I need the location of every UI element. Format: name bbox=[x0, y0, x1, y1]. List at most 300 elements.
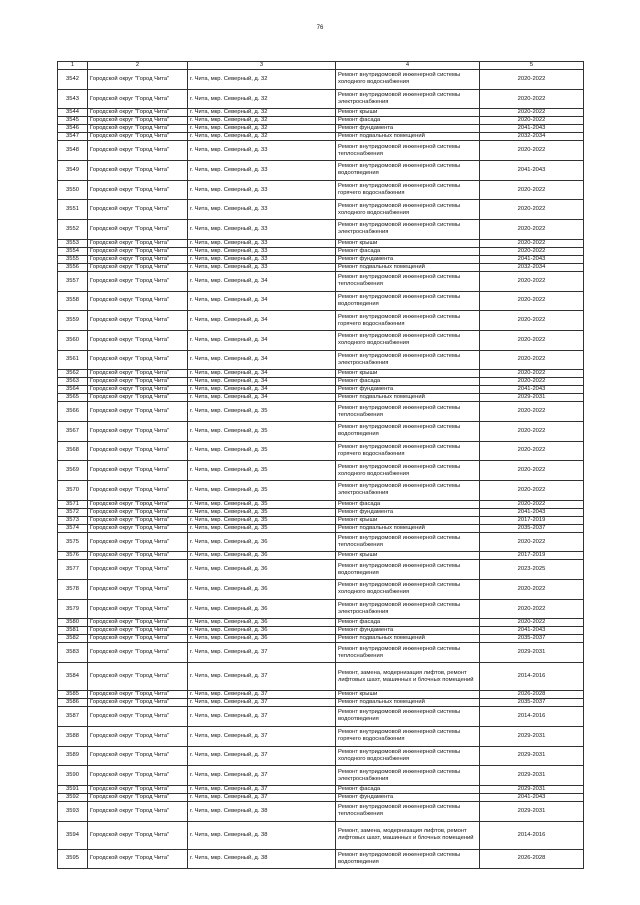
cell-work-type: Ремонт внутридомовой инженерной системы теплоснабжения bbox=[336, 141, 480, 161]
table-row bbox=[58, 532, 584, 552]
cell-work-type: Ремонт подвальных помещений bbox=[336, 394, 480, 402]
cell-address: г. Чита, мкр. Северный, д. 37 bbox=[188, 766, 336, 786]
cell-number: 3554 bbox=[58, 247, 88, 255]
table-row bbox=[58, 70, 584, 90]
table-row bbox=[58, 699, 584, 707]
table-row bbox=[58, 200, 584, 220]
table-row bbox=[58, 508, 584, 516]
cell-municipality: Городской округ "Город Чита" bbox=[88, 500, 188, 508]
cell-work-type: Ремонт фасада bbox=[336, 378, 480, 386]
table-row bbox=[58, 785, 584, 793]
cell-period: 2020-2022 bbox=[480, 247, 584, 255]
cell-address: г. Чита, мкр. Северный, д. 37 bbox=[188, 643, 336, 663]
cell-work-type: Ремонт внутридомовой инженерной системы теплоснабжения bbox=[336, 532, 480, 552]
cell-number: 3547 bbox=[58, 133, 88, 141]
table-row bbox=[58, 141, 584, 161]
table-row bbox=[58, 271, 584, 291]
table-row bbox=[58, 619, 584, 627]
cell-municipality: Городской округ "Город Чита" bbox=[88, 421, 188, 441]
cell-period: 2035-2037 bbox=[480, 524, 584, 532]
cell-number: 3564 bbox=[58, 386, 88, 394]
cell-municipality: Городской округ "Город Чита" bbox=[88, 643, 188, 663]
cell-period: 2017-2019 bbox=[480, 552, 584, 560]
cell-period: 2032-2034 bbox=[480, 263, 584, 271]
cell-number: 3557 bbox=[58, 271, 88, 291]
cell-address: г. Чита, мкр. Северный, д. 34 bbox=[188, 370, 336, 378]
table-row bbox=[58, 663, 584, 691]
cell-municipality: Городской округ "Город Чита" bbox=[88, 635, 188, 643]
cell-municipality: Городской округ "Город Чита" bbox=[88, 402, 188, 422]
cell-number: 3589 bbox=[58, 746, 88, 766]
cell-period: 2035-2037 bbox=[480, 699, 584, 707]
cell-municipality: Городской округ "Город Чита" bbox=[88, 599, 188, 619]
cell-work-type: Ремонт крыши bbox=[336, 552, 480, 560]
cell-period: 2014-2016 bbox=[480, 663, 584, 691]
cell-municipality: Городской округ "Город Чита" bbox=[88, 508, 188, 516]
header-cell-2: 2 bbox=[88, 62, 188, 70]
cell-period: 2020-2022 bbox=[480, 599, 584, 619]
cell-number: 3552 bbox=[58, 220, 88, 240]
cell-municipality: Городской округ "Город Чита" bbox=[88, 481, 188, 501]
table-row bbox=[58, 801, 584, 821]
cell-municipality: Городской округ "Город Чита" bbox=[88, 707, 188, 727]
cell-address: г. Чита, мкр. Северный, д. 38 bbox=[188, 801, 336, 821]
cell-address: г. Чита, мкр. Северный, д. 36 bbox=[188, 627, 336, 635]
cell-address: г. Чита, мкр. Северный, д. 35 bbox=[188, 421, 336, 441]
cell-period: 2020-2022 bbox=[480, 402, 584, 422]
table-row bbox=[58, 370, 584, 378]
cell-number: 3551 bbox=[58, 200, 88, 220]
cell-period: 2020-2022 bbox=[480, 370, 584, 378]
table-row bbox=[58, 89, 584, 109]
cell-work-type: Ремонт внутридомовой инженерной системы горячего водоснабжения bbox=[336, 441, 480, 461]
cell-period: 2020-2022 bbox=[480, 291, 584, 311]
cell-address: г. Чита, мкр. Северный, д. 32 bbox=[188, 133, 336, 141]
table-row bbox=[58, 394, 584, 402]
cell-number: 3591 bbox=[58, 785, 88, 793]
table-row bbox=[58, 247, 584, 255]
cell-number: 3577 bbox=[58, 560, 88, 580]
cell-address: г. Чита, мкр. Северный, д. 35 bbox=[188, 441, 336, 461]
cell-municipality: Городской округ "Город Чита" bbox=[88, 849, 188, 869]
cell-municipality: Городской округ "Город Чита" bbox=[88, 200, 188, 220]
header-cell-5: 5 bbox=[480, 62, 584, 70]
cell-period: 2029-2031 bbox=[480, 394, 584, 402]
cell-period: 2029-2031 bbox=[480, 643, 584, 663]
cell-address: г. Чита, мкр. Северный, д. 33 bbox=[188, 200, 336, 220]
cell-period: 2020-2022 bbox=[480, 200, 584, 220]
header-cell-1: 1 bbox=[58, 62, 88, 70]
cell-work-type: Ремонт внутридомовой инженерной системы горячего водоснабжения bbox=[336, 726, 480, 746]
table-row bbox=[58, 239, 584, 247]
cell-address: г. Чита, мкр. Северный, д. 32 bbox=[188, 125, 336, 133]
cell-number: 3559 bbox=[58, 311, 88, 331]
cell-address: г. Чита, мкр. Северный, д. 37 bbox=[188, 663, 336, 691]
cell-period: 2041-2043 bbox=[480, 627, 584, 635]
cell-period: 2020-2022 bbox=[480, 619, 584, 627]
cell-work-type: Ремонт фундамента bbox=[336, 386, 480, 394]
cell-municipality: Городской округ "Город Чита" bbox=[88, 133, 188, 141]
cell-municipality: Городской округ "Город Чита" bbox=[88, 386, 188, 394]
table-row bbox=[58, 311, 584, 331]
cell-period: 2020-2022 bbox=[480, 117, 584, 125]
table-row bbox=[58, 330, 584, 350]
cell-work-type: Ремонт крыши bbox=[336, 109, 480, 117]
cell-address: г. Чита, мкр. Северный, д. 33 bbox=[188, 247, 336, 255]
table-row bbox=[58, 378, 584, 386]
table-row bbox=[58, 263, 584, 271]
cell-number: 3555 bbox=[58, 255, 88, 263]
table-row bbox=[58, 461, 584, 481]
cell-municipality: Городской округ "Город Чита" bbox=[88, 691, 188, 699]
cell-number: 3558 bbox=[58, 291, 88, 311]
cell-period: 2026-2028 bbox=[480, 849, 584, 869]
cell-number: 3569 bbox=[58, 461, 88, 481]
cell-municipality: Городской округ "Город Чита" bbox=[88, 378, 188, 386]
cell-period: 2020-2022 bbox=[480, 330, 584, 350]
cell-address: г. Чита, мкр. Северный, д. 35 bbox=[188, 508, 336, 516]
cell-address: г. Чита, мкр. Северный, д. 37 bbox=[188, 699, 336, 707]
cell-number: 3565 bbox=[58, 394, 88, 402]
cell-municipality: Городской округ "Город Чита" bbox=[88, 89, 188, 109]
cell-number: 3560 bbox=[58, 330, 88, 350]
table-row bbox=[58, 481, 584, 501]
table-row bbox=[58, 255, 584, 263]
cell-period: 2020-2022 bbox=[480, 109, 584, 117]
table-row bbox=[58, 402, 584, 422]
cell-number: 3587 bbox=[58, 707, 88, 727]
cell-work-type: Ремонт фасада bbox=[336, 785, 480, 793]
cell-period: 2020-2022 bbox=[480, 311, 584, 331]
cell-work-type: Ремонт подвальных помещений bbox=[336, 635, 480, 643]
cell-period: 2020-2022 bbox=[480, 532, 584, 552]
table-body bbox=[58, 70, 584, 869]
cell-number: 3586 bbox=[58, 699, 88, 707]
table-row bbox=[58, 291, 584, 311]
cell-number: 3566 bbox=[58, 402, 88, 422]
cell-number: 3543 bbox=[58, 89, 88, 109]
table-row bbox=[58, 421, 584, 441]
cell-number: 3571 bbox=[58, 500, 88, 508]
cell-address: г. Чита, мкр. Северный, д. 37 bbox=[188, 707, 336, 727]
cell-number: 3588 bbox=[58, 726, 88, 746]
cell-address: г. Чита, мкр. Северный, д. 35 bbox=[188, 500, 336, 508]
cell-address: г. Чита, мкр. Северный, д. 34 bbox=[188, 350, 336, 370]
cell-period: 2041-2043 bbox=[480, 508, 584, 516]
cell-period: 2020-2022 bbox=[480, 500, 584, 508]
cell-work-type: Ремонт внутридомовой инженерной системы водоотведения bbox=[336, 161, 480, 181]
cell-period: 2041-2043 bbox=[480, 793, 584, 801]
cell-work-type: Ремонт внутридомовой инженерной системы электроснабжения bbox=[336, 599, 480, 619]
header-cell-3: 3 bbox=[188, 62, 336, 70]
cell-number: 3568 bbox=[58, 441, 88, 461]
cell-municipality: Городской округ "Город Чита" bbox=[88, 271, 188, 291]
table-row bbox=[58, 516, 584, 524]
cell-address: г. Чита, мкр. Северный, д. 36 bbox=[188, 635, 336, 643]
cell-municipality: Городской округ "Город Чита" bbox=[88, 263, 188, 271]
cell-address: г. Чита, мкр. Северный, д. 36 bbox=[188, 560, 336, 580]
cell-address: г. Чита, мкр. Северный, д. 38 bbox=[188, 821, 336, 849]
cell-number: 3583 bbox=[58, 643, 88, 663]
cell-period: 2020-2022 bbox=[480, 378, 584, 386]
cell-work-type: Ремонт фасада bbox=[336, 117, 480, 125]
cell-period: 2020-2022 bbox=[480, 141, 584, 161]
table-row bbox=[58, 599, 584, 619]
cell-address: г. Чита, мкр. Северный, д. 32 bbox=[188, 89, 336, 109]
cell-municipality: Городской округ "Город Чита" bbox=[88, 330, 188, 350]
cell-work-type: Ремонт фасада bbox=[336, 619, 480, 627]
cell-municipality: Городской округ "Город Чита" bbox=[88, 291, 188, 311]
cell-period: 2020-2022 bbox=[480, 180, 584, 200]
cell-municipality: Городской округ "Город Чита" bbox=[88, 801, 188, 821]
cell-number: 3592 bbox=[58, 793, 88, 801]
cell-address: г. Чита, мкр. Северный, д. 36 bbox=[188, 580, 336, 600]
cell-work-type: Ремонт внутридомовой инженерной системы водоотведения bbox=[336, 291, 480, 311]
cell-work-type: Ремонт подвальных помещений bbox=[336, 133, 480, 141]
cell-municipality: Городской округ "Город Чита" bbox=[88, 699, 188, 707]
cell-number: 3548 bbox=[58, 141, 88, 161]
cell-work-type: Ремонт крыши bbox=[336, 370, 480, 378]
table-row bbox=[58, 117, 584, 125]
cell-work-type: Ремонт внутридомовой инженерной системы холодного водоснабжения bbox=[336, 330, 480, 350]
cell-period: 2020-2022 bbox=[480, 580, 584, 600]
table-row bbox=[58, 161, 584, 181]
cell-municipality: Городской округ "Город Чита" bbox=[88, 247, 188, 255]
cell-work-type: Ремонт внутридомовой инженерной системы водоотведения bbox=[336, 707, 480, 727]
cell-work-type: Ремонт внутридомовой инженерной системы теплоснабжения bbox=[336, 402, 480, 422]
cell-work-type: Ремонт, замена, модернизация лифтов, ремонт лифтовых шахт, машинных и блочных помещений bbox=[336, 663, 480, 691]
cell-address: г. Чита, мкр. Северный, д. 35 bbox=[188, 516, 336, 524]
table-row bbox=[58, 350, 584, 370]
cell-municipality: Городской округ "Город Чита" bbox=[88, 394, 188, 402]
table-row bbox=[58, 793, 584, 801]
table-row bbox=[58, 560, 584, 580]
cell-number: 3594 bbox=[58, 821, 88, 849]
cell-period: 2035-2037 bbox=[480, 635, 584, 643]
cell-municipality: Городской округ "Город Чита" bbox=[88, 524, 188, 532]
cell-number: 3562 bbox=[58, 370, 88, 378]
cell-number: 3545 bbox=[58, 117, 88, 125]
cell-address: г. Чита, мкр. Северный, д. 37 bbox=[188, 726, 336, 746]
cell-municipality: Городской округ "Город Чита" bbox=[88, 532, 188, 552]
cell-municipality: Городской округ "Город Чита" bbox=[88, 220, 188, 240]
cell-municipality: Городской округ "Город Чита" bbox=[88, 161, 188, 181]
cell-municipality: Городской округ "Город Чита" bbox=[88, 109, 188, 117]
table-row bbox=[58, 386, 584, 394]
cell-municipality: Городской округ "Город Чита" bbox=[88, 117, 188, 125]
cell-number: 3556 bbox=[58, 263, 88, 271]
works-table bbox=[57, 61, 584, 869]
table-row bbox=[58, 133, 584, 141]
cell-municipality: Городской округ "Город Чита" bbox=[88, 141, 188, 161]
cell-address: г. Чита, мкр. Северный, д. 34 bbox=[188, 394, 336, 402]
cell-municipality: Городской округ "Город Чита" bbox=[88, 580, 188, 600]
cell-work-type: Ремонт фундамента bbox=[336, 627, 480, 635]
cell-work-type: Ремонт подвальных помещений bbox=[336, 263, 480, 271]
cell-work-type: Ремонт внутридомовой инженерной системы холодного водоснабжения bbox=[336, 746, 480, 766]
cell-address: г. Чита, мкр. Северный, д. 37 bbox=[188, 746, 336, 766]
cell-number: 3561 bbox=[58, 350, 88, 370]
cell-municipality: Городской округ "Город Чита" bbox=[88, 726, 188, 746]
table-row bbox=[58, 220, 584, 240]
cell-address: г. Чита, мкр. Северный, д. 35 bbox=[188, 402, 336, 422]
cell-municipality: Городской округ "Город Чита" bbox=[88, 552, 188, 560]
cell-work-type: Ремонт фундамента bbox=[336, 125, 480, 133]
cell-address: г. Чита, мкр. Северный, д. 37 bbox=[188, 785, 336, 793]
cell-number: 3578 bbox=[58, 580, 88, 600]
cell-municipality: Городской округ "Город Чита" bbox=[88, 627, 188, 635]
cell-work-type: Ремонт крыши bbox=[336, 691, 480, 699]
table-row bbox=[58, 707, 584, 727]
cell-address: г. Чита, мкр. Северный, д. 38 bbox=[188, 849, 336, 869]
cell-number: 3584 bbox=[58, 663, 88, 691]
cell-municipality: Городской округ "Город Чита" bbox=[88, 785, 188, 793]
cell-number: 3553 bbox=[58, 239, 88, 247]
table-row bbox=[58, 849, 584, 869]
cell-period: 2029-2031 bbox=[480, 801, 584, 821]
cell-work-type: Ремонт фундамента bbox=[336, 508, 480, 516]
cell-address: г. Чита, мкр. Северный, д. 35 bbox=[188, 461, 336, 481]
cell-work-type: Ремонт внутридомовой инженерной системы холодного водоснабжения bbox=[336, 461, 480, 481]
cell-number: 3593 bbox=[58, 801, 88, 821]
cell-municipality: Городской округ "Город Чита" bbox=[88, 663, 188, 691]
cell-work-type: Ремонт внутридомовой инженерной системы теплоснабжения bbox=[336, 801, 480, 821]
cell-period: 2029-2031 bbox=[480, 785, 584, 793]
cell-address: г. Чита, мкр. Северный, д. 34 bbox=[188, 271, 336, 291]
cell-number: 3590 bbox=[58, 766, 88, 786]
cell-period: 2020-2022 bbox=[480, 461, 584, 481]
cell-municipality: Городской округ "Город Чита" bbox=[88, 766, 188, 786]
cell-address: г. Чита, мкр. Северный, д. 36 bbox=[188, 619, 336, 627]
cell-address: г. Чита, мкр. Северный, д. 32 bbox=[188, 109, 336, 117]
cell-address: г. Чита, мкр. Северный, д. 33 bbox=[188, 220, 336, 240]
cell-period: 2023-2025 bbox=[480, 560, 584, 580]
table-row bbox=[58, 441, 584, 461]
cell-work-type: Ремонт внутридомовой инженерной системы горячего водоснабжения bbox=[336, 311, 480, 331]
cell-period: 2020-2022 bbox=[480, 350, 584, 370]
cell-municipality: Городской округ "Город Чита" bbox=[88, 746, 188, 766]
cell-period: 2041-2043 bbox=[480, 125, 584, 133]
cell-number: 3544 bbox=[58, 109, 88, 117]
cell-work-type: Ремонт подвальных помещений bbox=[336, 699, 480, 707]
cell-address: г. Чита, мкр. Северный, д. 34 bbox=[188, 330, 336, 350]
table-row bbox=[58, 821, 584, 849]
cell-address: г. Чита, мкр. Северный, д. 33 bbox=[188, 180, 336, 200]
cell-period: 2020-2022 bbox=[480, 220, 584, 240]
table-row bbox=[58, 180, 584, 200]
cell-municipality: Городской округ "Город Чита" bbox=[88, 516, 188, 524]
cell-municipality: Городской округ "Город Чита" bbox=[88, 180, 188, 200]
cell-period: 2020-2022 bbox=[480, 481, 584, 501]
cell-address: г. Чита, мкр. Северный, д. 33 bbox=[188, 263, 336, 271]
cell-address: г. Чита, мкр. Северный, д. 34 bbox=[188, 378, 336, 386]
cell-address: г. Чита, мкр. Северный, д. 33 bbox=[188, 161, 336, 181]
cell-number: 3574 bbox=[58, 524, 88, 532]
table-row bbox=[58, 500, 584, 508]
cell-number: 3595 bbox=[58, 849, 88, 869]
cell-work-type: Ремонт внутридомовой инженерной системы горячего водоснабжения bbox=[336, 180, 480, 200]
table-row bbox=[58, 746, 584, 766]
cell-work-type: Ремонт фундамента bbox=[336, 793, 480, 801]
cell-number: 3581 bbox=[58, 627, 88, 635]
cell-work-type: Ремонт внутридомовой инженерной системы электроснабжения bbox=[336, 481, 480, 501]
cell-number: 3576 bbox=[58, 552, 88, 560]
cell-number: 3570 bbox=[58, 481, 88, 501]
cell-work-type: Ремонт подвальных помещений bbox=[336, 524, 480, 532]
cell-period: 2020-2022 bbox=[480, 421, 584, 441]
cell-number: 3585 bbox=[58, 691, 88, 699]
cell-municipality: Городской округ "Город Чита" bbox=[88, 70, 188, 90]
cell-number: 3582 bbox=[58, 635, 88, 643]
table-row bbox=[58, 580, 584, 600]
cell-address: г. Чита, мкр. Северный, д. 33 bbox=[188, 239, 336, 247]
cell-address: г. Чита, мкр. Северный, д. 36 bbox=[188, 532, 336, 552]
cell-work-type: Ремонт фасада bbox=[336, 500, 480, 508]
cell-work-type: Ремонт фасада bbox=[336, 247, 480, 255]
cell-period: 2029-2031 bbox=[480, 726, 584, 746]
cell-number: 3549 bbox=[58, 161, 88, 181]
cell-period: 2020-2022 bbox=[480, 70, 584, 90]
cell-work-type: Ремонт внутридомовой инженерной системы водоотведения bbox=[336, 421, 480, 441]
cell-period: 2017-2019 bbox=[480, 516, 584, 524]
cell-number: 3546 bbox=[58, 125, 88, 133]
table-row bbox=[58, 627, 584, 635]
cell-number: 3579 bbox=[58, 599, 88, 619]
cell-work-type: Ремонт фундамента bbox=[336, 255, 480, 263]
cell-municipality: Городской округ "Город Чита" bbox=[88, 350, 188, 370]
cell-address: г. Чита, мкр. Северный, д. 34 bbox=[188, 386, 336, 394]
cell-period: 2014-2016 bbox=[480, 707, 584, 727]
cell-number: 3580 bbox=[58, 619, 88, 627]
page-number: 76 bbox=[316, 25, 324, 31]
cell-number: 3542 bbox=[58, 70, 88, 90]
cell-address: г. Чита, мкр. Северный, д. 36 bbox=[188, 552, 336, 560]
table-row bbox=[58, 109, 584, 117]
cell-address: г. Чита, мкр. Северный, д. 34 bbox=[188, 291, 336, 311]
cell-municipality: Городской округ "Город Чита" bbox=[88, 311, 188, 331]
cell-municipality: Городской округ "Город Чита" bbox=[88, 793, 188, 801]
cell-municipality: Городской округ "Город Чита" bbox=[88, 125, 188, 133]
cell-municipality: Городской округ "Город Чита" bbox=[88, 239, 188, 247]
cell-number: 3550 bbox=[58, 180, 88, 200]
cell-work-type: Ремонт внутридомовой инженерной системы холодного водоснабжения bbox=[336, 200, 480, 220]
cell-address: г. Чита, мкр. Северный, д. 32 bbox=[188, 117, 336, 125]
cell-period: 2032-2034 bbox=[480, 133, 584, 141]
cell-municipality: Городской округ "Город Чита" bbox=[88, 441, 188, 461]
cell-period: 2014-2016 bbox=[480, 821, 584, 849]
cell-address: г. Чита, мкр. Северный, д. 37 bbox=[188, 691, 336, 699]
cell-period: 2041-2043 bbox=[480, 161, 584, 181]
cell-address: г. Чита, мкр. Северный, д. 32 bbox=[188, 70, 336, 90]
cell-municipality: Городской округ "Город Чита" bbox=[88, 255, 188, 263]
cell-period: 2026-2028 bbox=[480, 691, 584, 699]
cell-work-type: Ремонт внутридомовой инженерной системы водоотведения bbox=[336, 560, 480, 580]
cell-municipality: Городской округ "Город Чита" bbox=[88, 821, 188, 849]
cell-work-type: Ремонт внутридомовой инженерной системы электроснабжения bbox=[336, 89, 480, 109]
cell-period: 2029-2031 bbox=[480, 746, 584, 766]
table-row bbox=[58, 643, 584, 663]
cell-municipality: Городской округ "Город Чита" bbox=[88, 560, 188, 580]
cell-work-type: Ремонт внутридомовой инженерной системы электроснабжения bbox=[336, 766, 480, 786]
cell-period: 2020-2022 bbox=[480, 89, 584, 109]
cell-work-type: Ремонт внутридомовой инженерной системы электроснабжения bbox=[336, 220, 480, 240]
cell-number: 3573 bbox=[58, 516, 88, 524]
cell-period: 2041-2043 bbox=[480, 386, 584, 394]
table-row bbox=[58, 726, 584, 746]
header-row bbox=[58, 62, 584, 70]
cell-period: 2020-2022 bbox=[480, 271, 584, 291]
cell-work-type: Ремонт внутридомовой инженерной системы электроснабжения bbox=[336, 350, 480, 370]
